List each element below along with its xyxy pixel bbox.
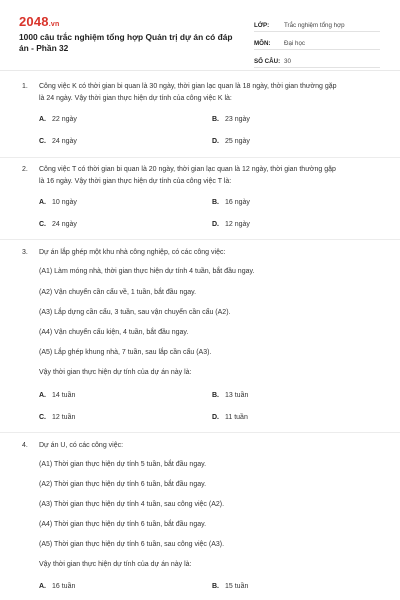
question-prompt: Vậy thời gian thực hiện dự tính của dự án này là: <box>39 561 192 568</box>
question-text-line: là 24 ngày. Vậy thời gian thực hiện dự tính của công việc K là: <box>39 95 232 102</box>
question-sub-item: (A3) Lắp dựng cần cẩu, 3 tuần, sau vận chuyển cần cẩu (A2). <box>39 309 231 316</box>
option-text: 12 ngày <box>225 221 250 228</box>
option-c[interactable] <box>39 220 77 230</box>
document-title: 1000 câu trắc nghiệm tổng hợp Quản trị dự án có đáp án - Phần 32 <box>19 32 233 53</box>
meta-row-count <box>254 53 380 68</box>
question-text-line: Dự án lắp ghép một khu nhà công nghiệp, có các công việc: <box>39 249 226 256</box>
question-text-line: Dự án U, có các công việc: <box>39 442 124 449</box>
question-4-text <box>22 440 382 452</box>
logo-main: 2048 <box>19 14 49 29</box>
question-sub-item: (A4) Thời gian thực hiện dự tính 6 tuần, bắt đầu ngay. <box>39 521 207 528</box>
site-logo[interactable] <box>19 14 59 29</box>
option-d[interactable] <box>212 220 250 230</box>
question-text-line: Công việc T có thời gian bi quan là 20 ngày, thời gian lạc quan là 12 ngày, thời gian thường gặp <box>39 166 336 173</box>
question-sub-item: (A1) Thời gian thực hiện dự tính 5 tuần, bắt đầu ngay. <box>39 461 207 468</box>
option-label: B. <box>212 116 219 123</box>
option-b[interactable] <box>212 115 250 125</box>
option-c[interactable] <box>39 413 75 423</box>
option-c[interactable] <box>39 137 77 147</box>
option-a[interactable] <box>39 115 77 125</box>
header-divider <box>0 70 400 71</box>
option-text: 13 tuần <box>225 392 249 399</box>
question-divider <box>0 239 400 240</box>
question-2-text <box>22 164 382 188</box>
logo-suffix: .vn <box>48 21 60 28</box>
option-text: 11 tuần <box>225 414 248 421</box>
option-d[interactable] <box>212 413 248 423</box>
question-1-text <box>22 81 382 105</box>
option-b[interactable] <box>212 582 248 592</box>
option-text: 25 ngày <box>225 138 250 145</box>
meta-key: MÔN: <box>254 40 271 47</box>
option-label: A. <box>39 392 46 399</box>
document-header <box>0 0 400 66</box>
question-prompt: Vậy thời gian thực hiện dự tính của dự án này là: <box>39 369 192 376</box>
option-b[interactable] <box>212 198 250 208</box>
question-divider <box>0 157 400 158</box>
option-label: D. <box>212 138 219 145</box>
question-sub-item: (A2) Vận chuyển cần cẩu về, 1 tuần, bắt đầu ngay. <box>39 289 197 296</box>
option-text: 24 ngày <box>52 221 77 228</box>
option-label: C. <box>39 414 46 421</box>
question-sub-item: (A5) Thời gian thực hiện dự tính 6 tuần, sau công việc (A3). <box>39 541 225 548</box>
meta-value: Trắc nghiệm tổng hợp <box>284 22 345 29</box>
option-label: A. <box>39 116 46 123</box>
question-number: 2. <box>22 166 28 173</box>
question-divider <box>0 432 400 433</box>
question-3-text <box>22 247 382 259</box>
option-label: A. <box>39 199 46 206</box>
option-text: 22 ngày <box>52 116 77 123</box>
option-label: B. <box>212 199 219 206</box>
option-b[interactable] <box>212 391 248 401</box>
meta-value: Đại học <box>284 40 305 47</box>
question-text-line: Công việc K có thời gian bi quan là 30 ngày, thời gian lạc quan là 18 ngày, thời gian thường gặp <box>39 83 337 90</box>
option-text: 12 tuần <box>52 414 76 421</box>
meta-value: 30 <box>284 58 291 65</box>
option-text: 14 tuần <box>52 392 76 399</box>
option-a[interactable] <box>39 198 77 208</box>
meta-key: LỚP: <box>254 22 270 29</box>
question-sub-item: (A5) Lắp ghép khung nhà, 7 tuần, sau lắp cần cẩu (A3). <box>39 349 212 356</box>
option-text: 24 ngày <box>52 138 77 145</box>
meta-key: SỐ CÂU: <box>254 58 281 65</box>
document-meta <box>254 17 380 71</box>
option-label: B. <box>212 583 219 590</box>
question-number: 4. <box>22 442 28 449</box>
question-text-line: là 16 ngày. Vậy thời gian thực hiện dự tính của công việc T là: <box>39 178 232 185</box>
meta-row-subject <box>254 35 380 50</box>
option-a[interactable] <box>39 582 75 592</box>
option-label: D. <box>212 221 219 228</box>
meta-row-class <box>254 17 380 32</box>
option-label: D. <box>212 414 219 421</box>
option-label: C. <box>39 221 46 228</box>
option-a[interactable] <box>39 391 75 401</box>
question-number: 1. <box>22 83 28 90</box>
option-text: 23 ngày <box>225 116 250 123</box>
question-sub-item: (A4) Vận chuyển cấu kiện, 4 tuần, bắt đầu ngay. <box>39 329 189 336</box>
question-sub-item: (A1) Làm móng nhà, thời gian thực hiện dự tính 4 tuần, bắt đầu ngay. <box>39 268 255 275</box>
option-text: 16 tuần <box>52 583 76 590</box>
option-text: 10 ngày <box>52 199 77 206</box>
option-d[interactable] <box>212 137 250 147</box>
question-sub-item: (A2) Thời gian thực hiện dự tính 6 tuần, bắt đầu ngay. <box>39 481 207 488</box>
option-text: 16 ngày <box>225 199 250 206</box>
option-text: 15 tuần <box>225 583 249 590</box>
option-label: B. <box>212 392 219 399</box>
option-label: A. <box>39 583 46 590</box>
question-number: 3. <box>22 249 28 256</box>
question-sub-item: (A3) Thời gian thực hiện dự tính 4 tuần, sau công việc (A2). <box>39 501 225 508</box>
option-label: C. <box>39 138 46 145</box>
